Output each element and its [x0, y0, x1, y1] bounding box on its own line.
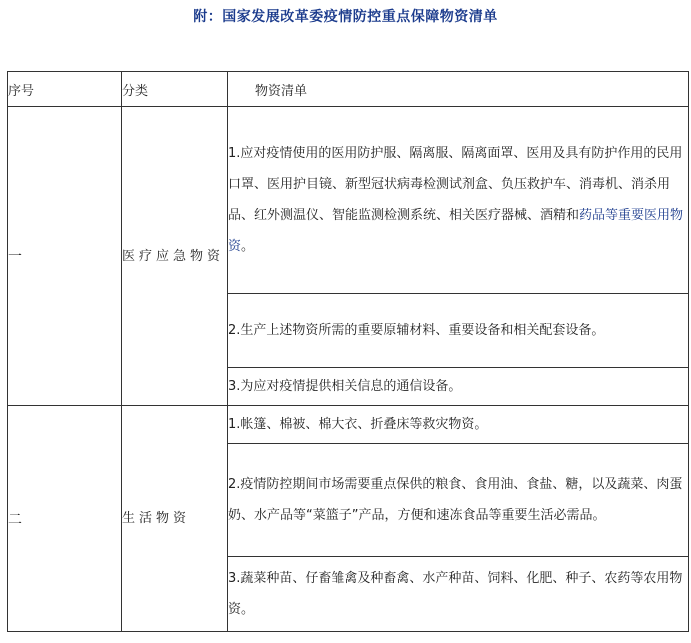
item-cell [228, 107, 689, 294]
header-index: 序号 [8, 72, 122, 107]
item-cell: 1.帐篷、棉被、棉大衣、折叠床等救灾物资。 [228, 406, 689, 444]
item-cell: 2.疫情防控期间市场需要重点保供的粮食、食用油、食盐、糖，以及蔬菜、肉蛋奶、水产品等“菜篮子”产品，方便和速冻食品等重要生活必需品。 [228, 444, 689, 557]
item-cell: 2.生产上述物资所需的重要原辅材料、重要设备和相关配套设备。 [228, 294, 689, 368]
header-items: 物资清单 [228, 72, 689, 107]
group-category: 生活物资 [122, 406, 228, 632]
group-index: 二 [8, 406, 122, 632]
item-cell: 3.蔬菜种苗、仔畜雏禽及种畜禽、水产种苗、饲料、化肥、种子、农药等农用物资。 [228, 557, 689, 632]
table-row [8, 107, 689, 294]
table-header-row [8, 72, 689, 107]
group-index: 一 [8, 107, 122, 406]
table-row [8, 406, 689, 444]
group-category: 医疗应急物资 [122, 107, 228, 406]
supplies-table [7, 71, 689, 632]
page-title: 附：国家发展改革委疫情防控重点保障物资清单 [193, 9, 498, 25]
item-link[interactable]: 药品等重要医用物资 [228, 208, 684, 254]
item-text-tail: 。 [241, 239, 255, 254]
item-cell: 3.为应对疫情提供相关信息的通信设备。 [228, 368, 689, 406]
header-category: 分类 [122, 72, 228, 107]
item-text: 1.应对疫情使用的医用防护服、隔离服、隔离面罩、医用及具有防护作用的民用口罩、医用护目镜、新型冠状病毒检测试剂盒、负压救护车、消毒机、消杀用品、红外测温仪、智能监测检测系统、相关医疗器械、酒精和 [228, 146, 683, 223]
